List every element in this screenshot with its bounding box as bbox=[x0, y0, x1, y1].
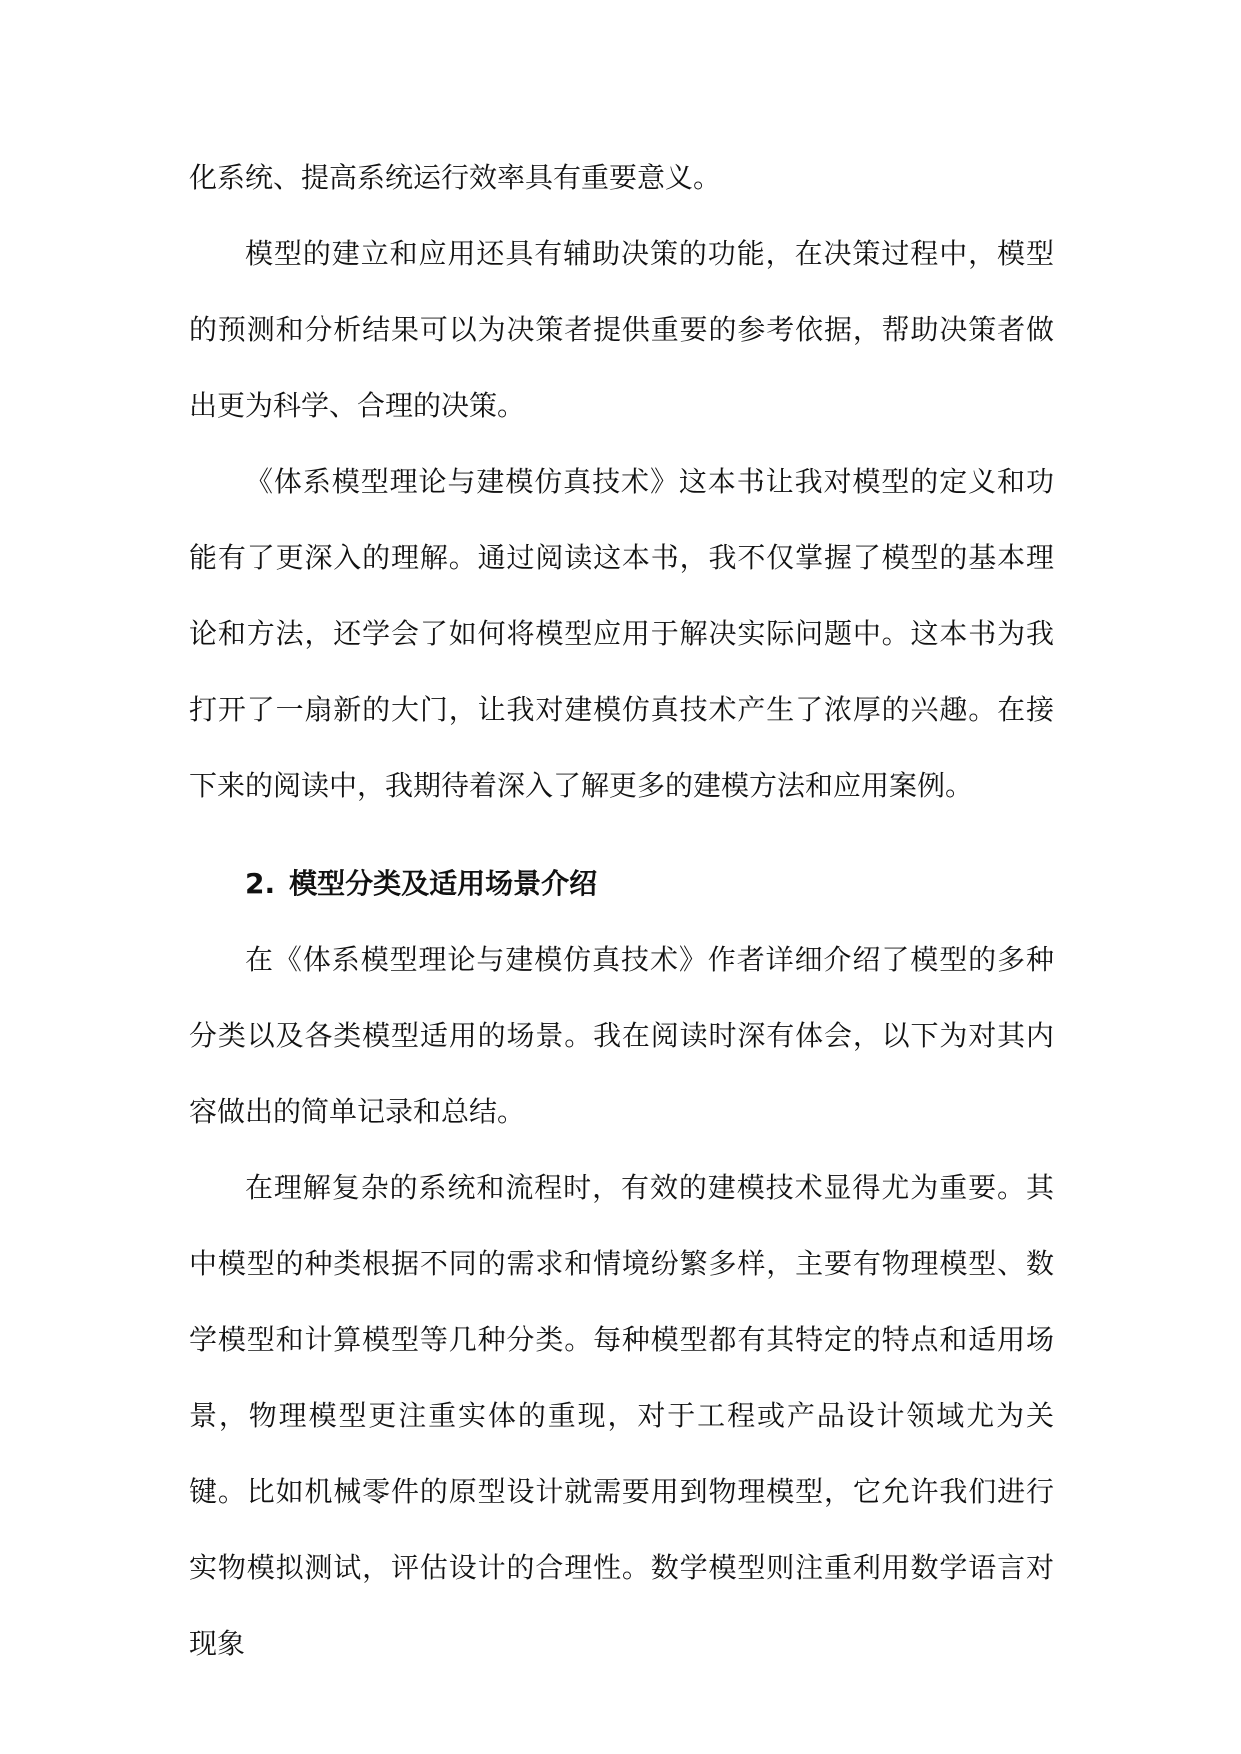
section-number: 2. bbox=[245, 867, 276, 900]
section-heading bbox=[189, 846, 1054, 922]
paragraph-book-reflection: 《体系模型理论与建模仿真技术》这本书让我对模型的定义和功能有了更深入的理解。通过阅读这本书，我不仅掌握了模型的基本理论和方法，还学会了如何将模型应用于解决实际问题中。这本书为我打开了一扇新的大门，让我对建模仿真技术产生了浓厚的兴趣。在接下来的阅读中，我期待着深入了解更多的建模方法和应用案例。 bbox=[189, 465, 1054, 802]
paragraph-continuation: 化系统、提高系统运行效率具有重要意义。 bbox=[189, 161, 722, 194]
paragraph-model-classification-intro: 在《体系模型理论与建模仿真技术》作者详细介绍了模型的多种分类以及各类模型适用的场景。我在阅读时深有体会，以下为对其内容做出的简单记录和总结。 bbox=[189, 943, 1054, 1128]
section-title: 模型分类及适用场景介绍 bbox=[289, 867, 598, 900]
document-body bbox=[189, 140, 1054, 1682]
paragraph-model-types: 在理解复杂的系统和流程时，有效的建模技术显得尤为重要。其中模型的种类根据不同的需求和情境纷繁多样，主要有物理模型、数学模型和计算模型等几种分类。每种模型都有其特定的特点和适用场景，物理模型更注重实体的重现，对于工程或产品设计领域尤为关键。比如机械零件的原型设计就需要用到物理模型，它允许我们进行实物模拟测试，评估设计的合理性。数学模型则注重利用数学语言对现象 bbox=[189, 1171, 1054, 1660]
paragraph-decision-support: 模型的建立和应用还具有辅助决策的功能，在决策过程中，模型的预测和分析结果可以为决策者提供重要的参考依据，帮助决策者做出更为科学、合理的决策。 bbox=[189, 237, 1054, 422]
